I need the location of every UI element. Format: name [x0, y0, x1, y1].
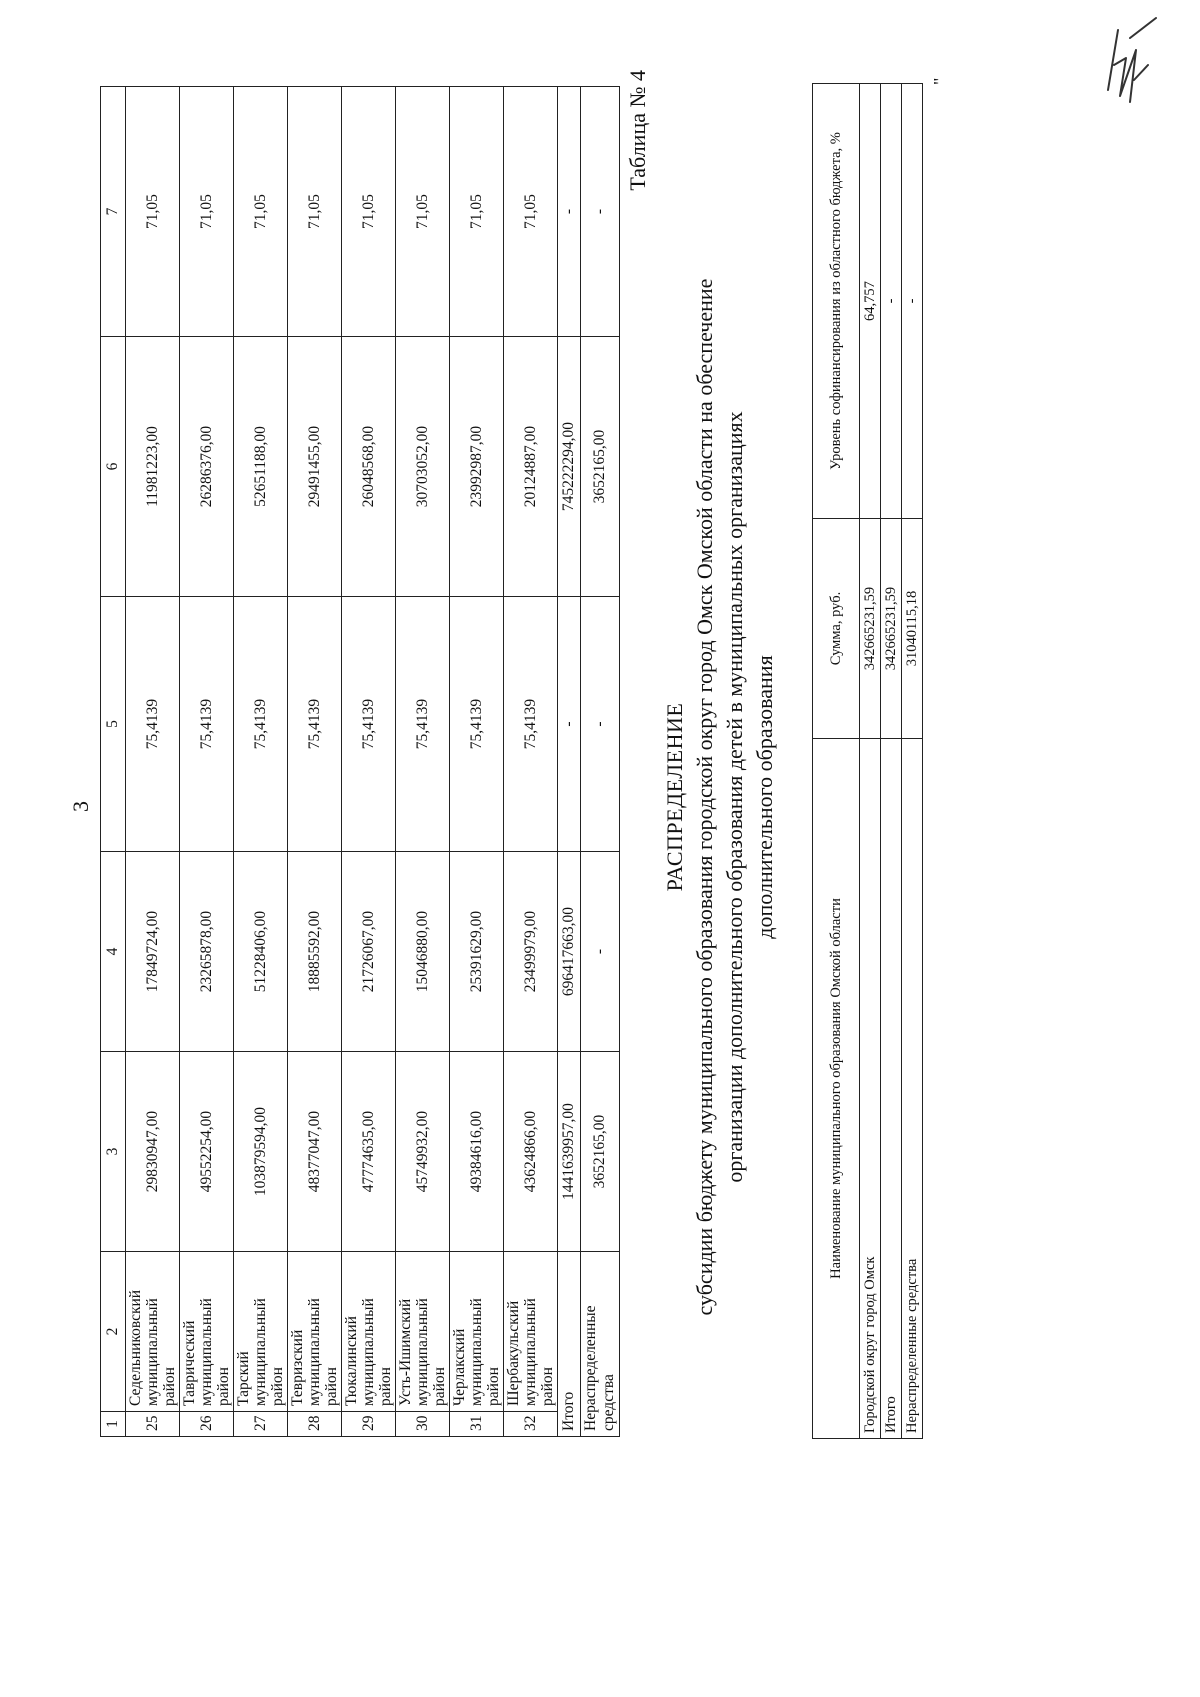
- municipality-name: [126, 1252, 180, 1412]
- table-cell: 71,05: [450, 87, 504, 337]
- table-cell: 29830947,00: [126, 1052, 180, 1252]
- table-row: [288, 87, 342, 1437]
- name-line: Тевризский: [289, 1329, 306, 1406]
- column-header: Наименование муниципального образования Омской области: [813, 739, 860, 1439]
- table-cell: 25391629,00: [450, 852, 504, 1052]
- table-cell: 342665231,59: [860, 519, 881, 739]
- unallocated-row: [581, 87, 620, 1437]
- title-heading: РАСПРЕДЕЛЕНИЕ: [662, 702, 687, 892]
- name-line: муниципальный район: [306, 1298, 340, 1406]
- table-row: [504, 87, 558, 1437]
- table-cell: 75,4139: [504, 597, 558, 852]
- table-cell: 23499979,00: [504, 852, 558, 1052]
- title-line: организации дополнительного образования детей в муниципальных организациях: [722, 411, 747, 1183]
- table-cell: 103879594,00: [234, 1052, 288, 1252]
- title-line: субсидии бюджету муниципального образования городской округ город Омск Омской области на обеспечение: [692, 278, 717, 1316]
- table-cell: 71,05: [180, 87, 234, 337]
- table-cell: Итого: [881, 739, 902, 1439]
- table-row: [342, 87, 396, 1437]
- table-cell: 26286376,00: [180, 337, 234, 597]
- name-line: Седельниковский: [127, 1289, 144, 1406]
- table-cell: 45749932,00: [396, 1052, 450, 1252]
- name-line: Черлакский: [451, 1328, 468, 1406]
- table-header-row: [813, 84, 860, 1439]
- document-title: [660, 137, 780, 1457]
- table-row: [881, 84, 902, 1439]
- table-cell: 51228406,00: [234, 852, 288, 1052]
- table-row: [860, 84, 881, 1439]
- table-cell: 75,4139: [180, 597, 234, 852]
- row-number: 30: [396, 1412, 450, 1437]
- table-cell: -: [558, 87, 581, 337]
- table-cell: 71,05: [342, 87, 396, 337]
- omsk-subsidy-table: [812, 83, 923, 1439]
- table-cell: Городской округ город Омск: [860, 739, 881, 1439]
- table-caption: Таблица № 4: [625, 70, 650, 191]
- table-cell: 52651188,00: [234, 337, 288, 597]
- title-line: дополнительного образования: [752, 655, 777, 939]
- name-line: Таврический: [181, 1320, 198, 1406]
- table-row: [234, 87, 288, 1437]
- column-header: 4: [101, 852, 126, 1052]
- table-cell: 47774635,00: [342, 1052, 396, 1252]
- table-row: [396, 87, 450, 1437]
- municipality-name: [450, 1252, 504, 1412]
- table-cell: -: [881, 84, 902, 519]
- table-cell: 1441639957,00: [558, 1052, 581, 1252]
- table-cell: 71,05: [288, 87, 342, 337]
- table-cell: 11981223,00: [126, 337, 180, 597]
- table-cell: 48377047,00: [288, 1052, 342, 1252]
- municipality-name: [180, 1252, 234, 1412]
- table-cell: -: [581, 87, 620, 337]
- table-cell: 15046880,00: [396, 852, 450, 1052]
- table-cell: 18885592,00: [288, 852, 342, 1052]
- municipality-name: [504, 1252, 558, 1412]
- total-label: Итого: [558, 1252, 581, 1437]
- column-header: Уровень софинансирования из областного бюджета, %: [813, 84, 860, 519]
- name-line: муниципальный район: [522, 1298, 556, 1406]
- table-cell: 30703052,00: [396, 337, 450, 597]
- table-cell: 3652165,00: [581, 337, 620, 597]
- table-cell: 75,4139: [234, 597, 288, 852]
- table-cell: 342665231,59: [881, 519, 902, 739]
- table-cell: -: [558, 597, 581, 852]
- name-line: Тюкалинский: [343, 1316, 360, 1406]
- municipality-name: [288, 1252, 342, 1412]
- table-row: [450, 87, 504, 1437]
- table-cell: 71,05: [504, 87, 558, 337]
- table-cell: 75,4139: [450, 597, 504, 852]
- column-header: 1: [101, 1412, 126, 1437]
- table-cell: 17849724,00: [126, 852, 180, 1052]
- table-cell: 20124887,00: [504, 337, 558, 597]
- column-header: 5: [101, 597, 126, 852]
- name-line: муниципальный район: [198, 1298, 232, 1406]
- table-cell: 26048568,00: [342, 337, 396, 597]
- row-number: 25: [126, 1412, 180, 1437]
- total-row: [558, 87, 581, 1437]
- municipality-name: [396, 1252, 450, 1412]
- table-cell: 49384616,00: [450, 1052, 504, 1252]
- row-number: 28: [288, 1412, 342, 1437]
- column-header: 7: [101, 87, 126, 337]
- table-cell: 75,4139: [342, 597, 396, 852]
- table-cell: 49552254,00: [180, 1052, 234, 1252]
- handwritten-signature: [1100, 10, 1170, 120]
- table-cell: 75,4139: [396, 597, 450, 852]
- table-cell: Нераспределенные средства: [902, 739, 923, 1439]
- table-cell: 71,05: [396, 87, 450, 337]
- table-cell: 71,05: [126, 87, 180, 337]
- name-line: Тарский: [235, 1351, 252, 1406]
- name-line: муниципальный район: [360, 1298, 394, 1406]
- row-number: 32: [504, 1412, 558, 1437]
- unallocated-label: Нераспределенные средства: [581, 1252, 620, 1437]
- column-header: Сумма, руб.: [813, 519, 860, 739]
- table-cell: 21726067,00: [342, 852, 396, 1052]
- page-number: 3: [68, 801, 93, 812]
- row-number: 27: [234, 1412, 288, 1437]
- table-cell: 31040115,18: [902, 519, 923, 739]
- table-cell: 29491455,00: [288, 337, 342, 597]
- name-line: муниципальный район: [144, 1298, 178, 1406]
- table-cell: 71,05: [234, 87, 288, 337]
- table-cell: 23992987,00: [450, 337, 504, 597]
- table-cell: 3652165,00: [581, 1052, 620, 1252]
- name-line: муниципальный район: [252, 1298, 286, 1406]
- table-cell: 696417663,00: [558, 852, 581, 1052]
- table-cell: 745222294,00: [558, 337, 581, 597]
- closing-quote: ": [930, 77, 950, 85]
- row-number: 31: [450, 1412, 504, 1437]
- table-cell: -: [581, 852, 620, 1052]
- table-cell: 75,4139: [126, 597, 180, 852]
- municipality-name: [342, 1252, 396, 1412]
- distribution-table-continued: [100, 86, 620, 1437]
- table-row: [180, 87, 234, 1437]
- name-line: муниципальный район: [468, 1298, 502, 1406]
- name-line: муниципальный район: [414, 1298, 448, 1406]
- table-cell: 23265878,00: [180, 852, 234, 1052]
- table-header-row: [101, 87, 126, 1437]
- table-cell: 64,757: [860, 84, 881, 519]
- column-header: 2: [101, 1252, 126, 1412]
- column-header: 3: [101, 1052, 126, 1252]
- table-cell: 43624866,00: [504, 1052, 558, 1252]
- table-cell: 75,4139: [288, 597, 342, 852]
- table-row: [126, 87, 180, 1437]
- table-row: [902, 84, 923, 1439]
- table-cell: -: [581, 597, 620, 852]
- municipality-name: [234, 1252, 288, 1412]
- name-line: Усть-Ишимский: [397, 1298, 414, 1406]
- column-header: 6: [101, 337, 126, 597]
- table-cell: -: [902, 84, 923, 519]
- row-number: 29: [342, 1412, 396, 1437]
- row-number: 26: [180, 1412, 234, 1437]
- name-line: Шербакульский: [505, 1300, 522, 1406]
